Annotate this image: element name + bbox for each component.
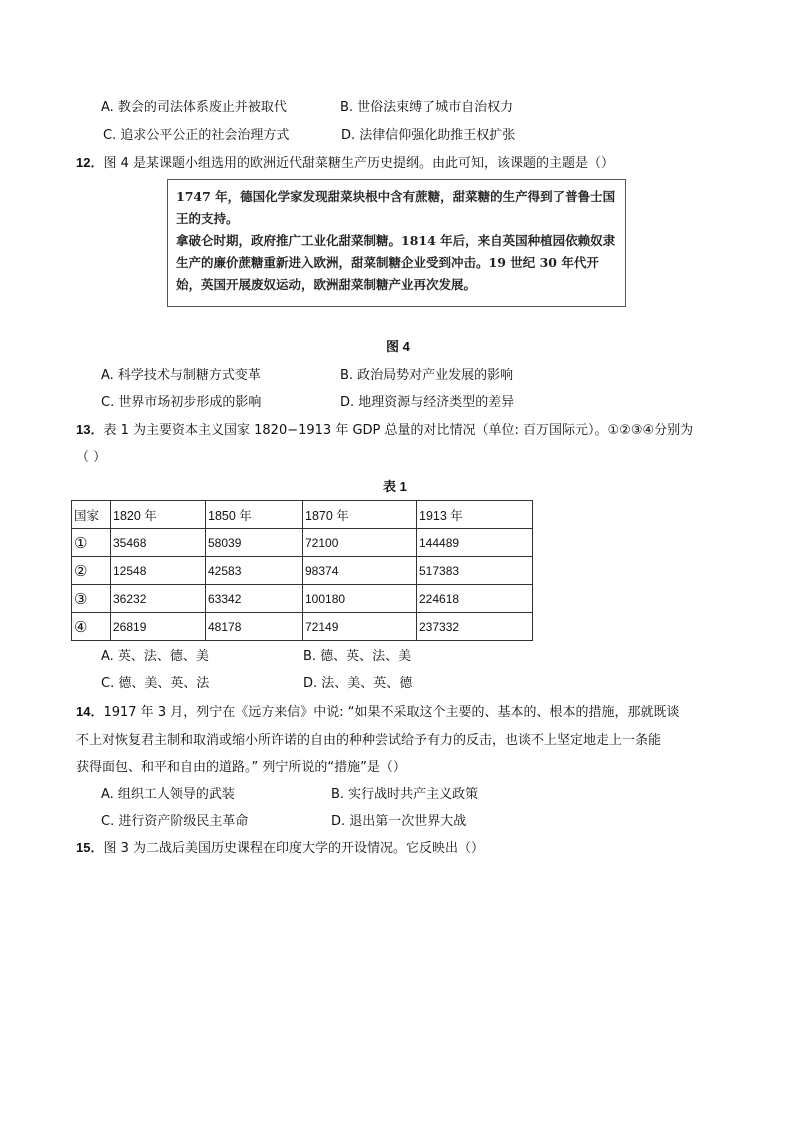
q14-option-a: A. 组织工人领导的武装 — [101, 787, 235, 802]
table-header-cell: 国家 — [72, 501, 111, 529]
table-cell: 48178 — [206, 613, 303, 641]
table-cell: 42583 — [206, 557, 303, 585]
q14-option-d: D. 退出第一次世界大战 — [331, 814, 467, 829]
q14-option-b: B. 实行战时共产主义政策 — [331, 787, 479, 802]
figure-4-box — [167, 179, 626, 307]
question-stem: 表 1 为主要资本主义国家 1820−1913 年 GDP 总量的对比情况（单位: 百万国际元）。①②③④分别为 — [103, 423, 694, 438]
q12-option-a: A. 科学技术与制糖方式变革 — [101, 368, 261, 383]
q11-option-b: B. 世俗法束缚了城市自治权力 — [340, 100, 514, 115]
table-cell: 72149 — [303, 613, 417, 641]
table-cell: 100180 — [303, 585, 417, 613]
table-cell: 36232 — [111, 585, 206, 613]
question-stem: 图 4 是某课题小组选用的欧洲近代甜菜糖生产历史提纲。由此可知，该课题的主题是（） — [103, 156, 615, 171]
table-row — [72, 529, 533, 557]
q12-option-d: D. 地理资源与经济类型的差异 — [340, 395, 515, 410]
q13-option-c: C. 德、美、英、法 — [101, 676, 210, 691]
question-12 — [76, 152, 614, 171]
question-13-stem-line2: （ ） — [76, 450, 107, 465]
q12-option-b: B. 政治局势对产业发展的影响 — [340, 368, 514, 383]
q11-option-c: C. 追求公平公正的社会治理方式 — [103, 128, 290, 143]
table-1-caption: 表 1 — [383, 479, 407, 494]
table-cell: ② — [72, 557, 111, 585]
question-number: 12． — [76, 155, 104, 170]
table-header-cell: 1913 年 — [417, 501, 533, 529]
question-number: 14． — [76, 704, 104, 719]
table-cell: ① — [72, 529, 111, 557]
table-cell: 26819 — [111, 613, 206, 641]
question-14-line3: 获得面包、和平和自由的道路。” 列宁所说的“措施”是（） — [76, 760, 406, 775]
table-cell: 517383 — [417, 557, 533, 585]
question-stem: 1917 年 3 月，列宁在《远方来信》中说: “如果不采取这个主要的、基本的、根本的措施，那就既谈 — [103, 705, 680, 720]
table-cell: ③ — [72, 585, 111, 613]
question-15 — [76, 837, 484, 856]
table-header-cell: 1870 年 — [303, 501, 417, 529]
table-cell: 12548 — [111, 557, 206, 585]
question-14 — [76, 701, 679, 720]
table-cell: 63342 — [206, 585, 303, 613]
question-number: 15． — [76, 840, 104, 855]
q13-option-a: A. 英、法、德、美 — [101, 649, 209, 664]
question-number: 13． — [76, 422, 104, 437]
table-cell: 98374 — [303, 557, 417, 585]
q11-option-d: D. 法律信仰强化助推王权扩张 — [341, 128, 516, 143]
table-cell: 35468 — [111, 529, 206, 557]
q14-option-c: C. 进行资产阶级民主革命 — [101, 814, 249, 829]
gdp-table — [71, 500, 533, 641]
table-cell: 72100 — [303, 529, 417, 557]
question-stem: 图 3 为二战后美国历史课程在印度大学的开设情况。它反映出（） — [103, 841, 485, 856]
table-row — [72, 557, 533, 585]
q11-option-a: A. 教会的司法体系废止并被取代 — [101, 100, 287, 115]
table-row — [72, 585, 533, 613]
table-row — [72, 613, 533, 641]
table-cell: 144489 — [417, 529, 533, 557]
table-cell: 224618 — [417, 585, 533, 613]
table-cell: 58039 — [206, 529, 303, 557]
table-header-cell: 1820 年 — [111, 501, 206, 529]
figure-4-line: 1747 年，德国化学家发现甜菜块根中含有蔗糖，甜菜糖的生产得到了普鲁士国王的支持。 — [176, 189, 616, 226]
q13-option-b: B. 德、英、法、美 — [303, 649, 412, 664]
table-header-cell: 1850 年 — [206, 501, 303, 529]
table-header-row — [72, 501, 533, 529]
table-cell: ④ — [72, 613, 111, 641]
figure-4-line: 拿破仑时期，政府推广工业化甜菜制糖。1814 年后，来自英国种植园依赖奴隶生产的廉价蔗糖重新进入欧洲，甜菜制糖企业受到冲击。19 世纪 30 年代开始，英国开展废奴运动，欧洲甜菜制糖产业再次发展。 — [176, 233, 616, 292]
q13-option-d: D. 法、美、英、德 — [303, 676, 413, 691]
q12-option-c: C. 世界市场初步形成的影响 — [101, 395, 262, 410]
figure-4-caption: 图 4 — [386, 339, 410, 354]
table-cell: 237332 — [417, 613, 533, 641]
question-14-line2: 不上对恢复君主制和取消或缩小所许诺的自由的种种尝试给予有力的反击，也谈不上坚定地走上一条能 — [76, 733, 662, 748]
question-13 — [76, 419, 693, 438]
